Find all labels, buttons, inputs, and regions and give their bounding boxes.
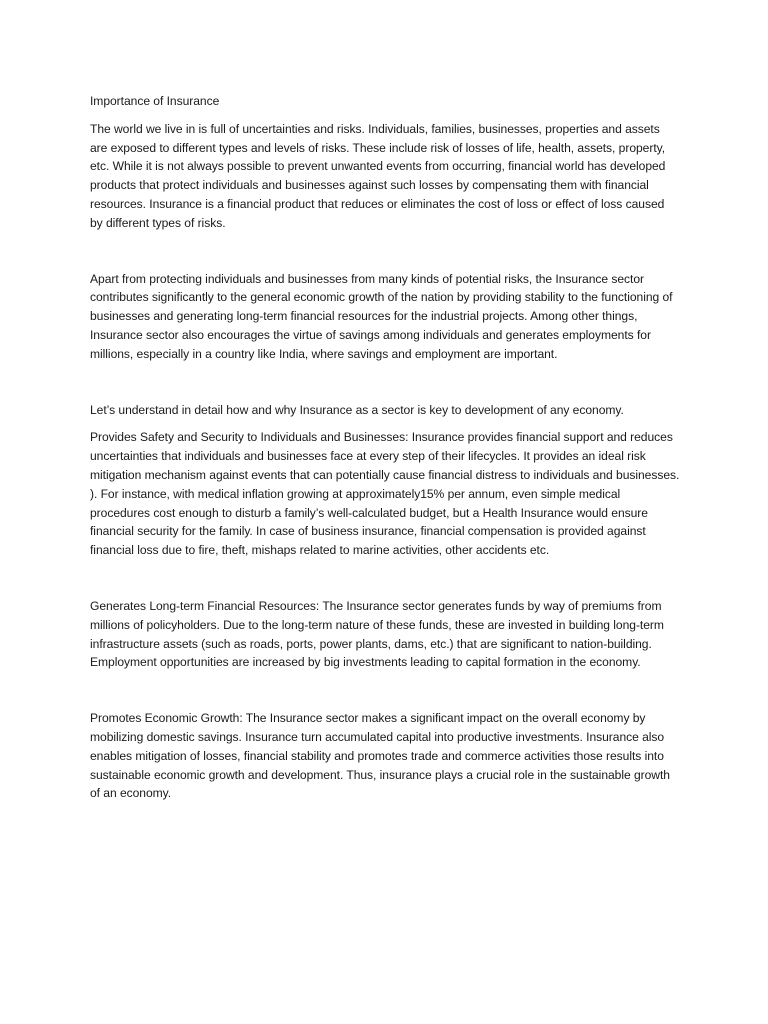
paragraph-safety-security: Provides Safety and Security to Individuals and Businesses: Insurance provides financial support and reduces uncertainties that individuals and businesses face at every step of their lifecycles. It provides an ideal risk mitigation mechanism against events that can potentially cause financial distress to individuals and businesses. ). For instance, with medical inflation growing at approximately15% per annum, even simple medical procedures cost enough to disturb a family’s well-calculated budget, but a Health Insurance would ensure financial security for the family. In case of business insurance, financial compensation is provided against financial loss due to fire, theft, mishaps related to marine activities, other accidents etc. [90, 430, 680, 558]
paragraph-economic-growth: Promotes Economic Growth: The Insurance sector makes a significant impact on the overall economy by mobilizing domestic savings. Insurance turn accumulated capital into productive investments. Insurance also enables mitigation of losses, financial stability and promotes trade and commerce activities those results into sustainable economic growth and development. Thus, insurance plays a crucial role in the sustainable growth of an economy. [90, 711, 670, 801]
paragraph-intro: The world we live in is full of uncertainties and risks. Individuals, families, businesses, properties and assets are exposed to different types and levels of risks. These include risk of losses of life, health, assets, property, etc. While it is not always possible to prevent unwanted events from occurring, financial world has developed products that protect individuals and businesses against such losses by compensating them with financial resources. Insurance is a financial product that reduces or eliminates the cost of loss or effect of loss caused by different types of risks. [90, 121, 666, 230]
paragraph-long-term-resources: Generates Long-term Financial Resources: The Insurance sector generates funds by way of premiums from millions of policyholders. Due to the long-term nature of these funds, these are invested in building long-term infrastructure assets (such as roads, ports, power plants, dams, etc.) that are significant to nation-building. Employment opportunities are increased by big investments leading to capital formation in the economy. [90, 598, 664, 670]
paragraph-economic-role: Apart from protecting individuals and businesses from many kinds of potential risks, the Insurance sector contributes significantly to the general economic growth of the nation by providing stability to the functioning of businesses and generating long-term financial resources for the industrial projects. Among other things, Insurance sector also encourages the virtue of savings among individuals and generates employments for millions, especially in a country like India, where savings and employment are important. [90, 271, 673, 361]
paragraph-lead-in: Let’s understand in detail how and why Insurance as a sector is key to development of any economy. [90, 402, 624, 417]
document-body [90, 92, 680, 803]
document-title: Importance of Insurance [90, 94, 220, 108]
